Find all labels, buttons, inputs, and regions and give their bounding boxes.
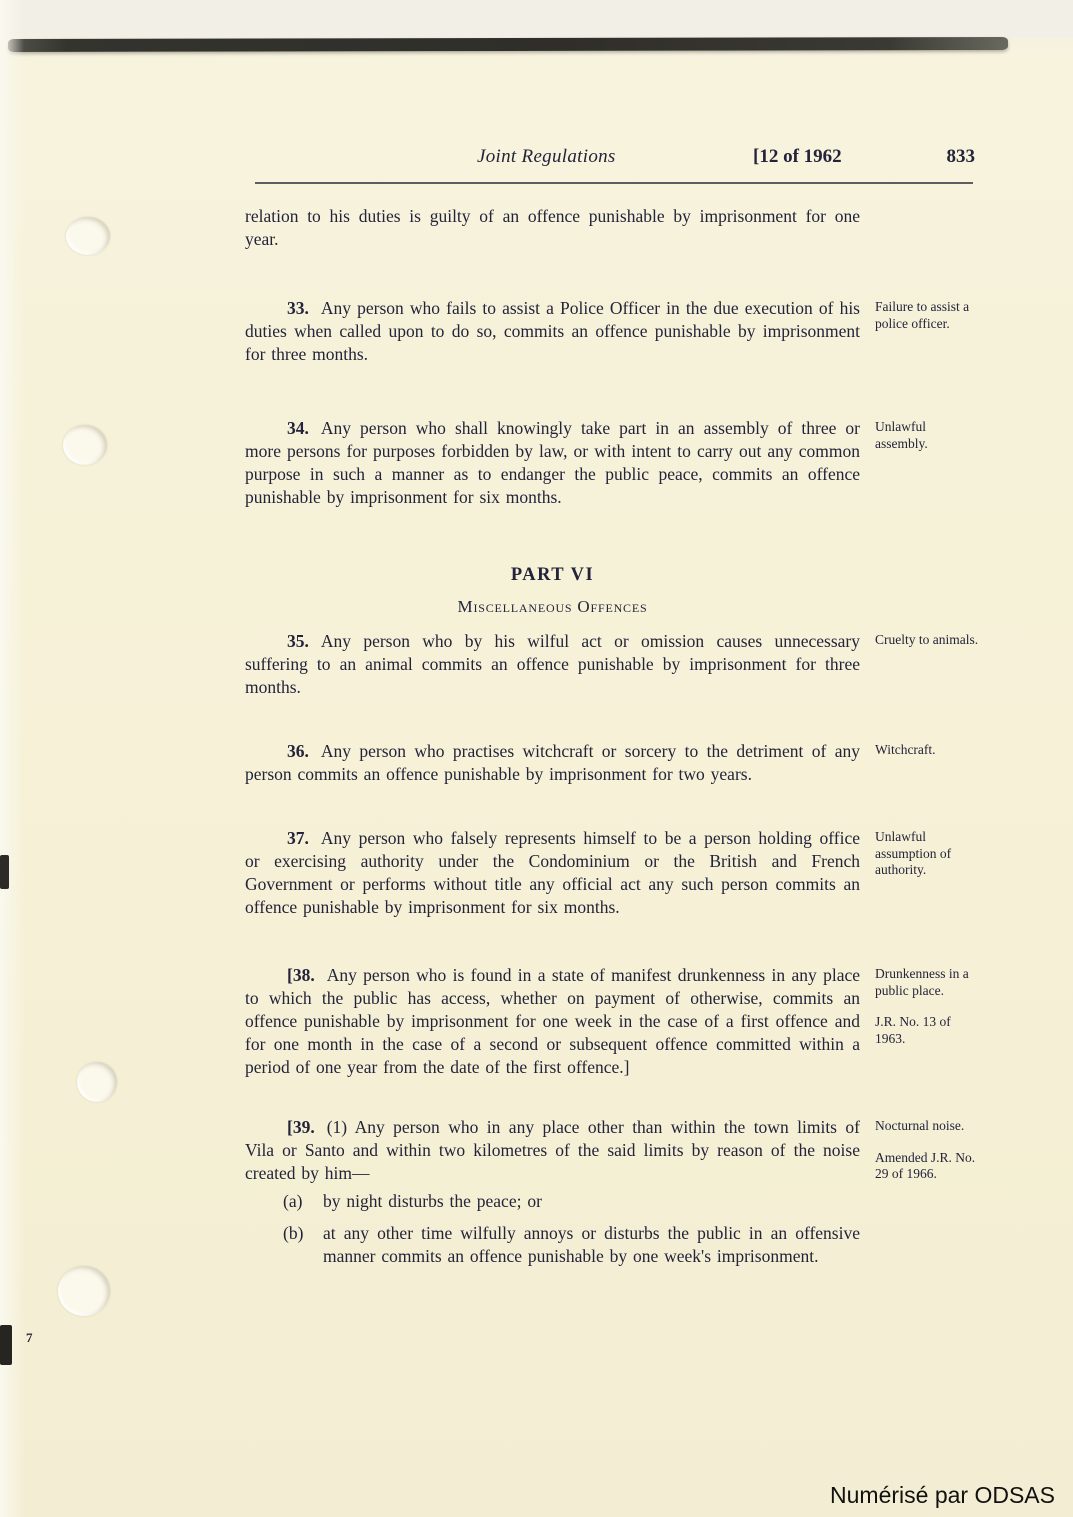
- punch-hole: [63, 425, 107, 465]
- section-body: Any person who by his wilful act or omission causes unnecessary suffering to an animal commits an offence punishable by imprisonment for three months.: [245, 631, 860, 697]
- section-body: Any person who practises witchcraft or sorcery to the detriment of any person commits an offence punishable by imprisonment for two years.: [245, 741, 860, 784]
- section-text: [245, 964, 860, 1079]
- margin-note: [875, 299, 979, 332]
- section-38: [245, 964, 989, 1079]
- list-item-label: (a): [283, 1191, 303, 1211]
- punch-hole: [77, 1062, 117, 1102]
- section-body: Any person who falsely represents himself to be a person holding office or exercising authority under the Condominium or the British and French Government or performs without title any official act any such person commits an offence punishable by imprisonment for six months.: [245, 828, 860, 917]
- section-number: [39.: [287, 1117, 315, 1137]
- section-number: 36.: [287, 741, 309, 761]
- page-content: [245, 205, 989, 1277]
- margin-note-text: Drunkenness in a public place.: [875, 966, 969, 998]
- scan-dark-band: [8, 37, 1008, 52]
- edge-page-mark: 7: [26, 1330, 33, 1345]
- section-text: [245, 827, 860, 919]
- punch-hole: [66, 217, 110, 255]
- scan-left-edge: [0, 0, 24, 1517]
- header-rule: [255, 182, 973, 184]
- section-text: [245, 297, 860, 366]
- section-text: [245, 630, 860, 699]
- scan-top-edge: [0, 0, 1073, 38]
- margin-note: [875, 966, 979, 1047]
- margin-note: [875, 419, 979, 452]
- section-body: Any person who is found in a state of manifest drunkenness in any place to which the public has access, whether on payment of otherwise, commits an offence punishable by imprisonment for one week in the case of a first offence and for one month in the case of a second or subsequent offence committed within a period of one year from the date of the first offence.]: [245, 965, 860, 1077]
- list-item-text: by night disturbs the peace; or: [323, 1191, 542, 1211]
- list-item-a: [245, 1190, 860, 1213]
- section-text: [245, 740, 860, 786]
- margin-note-citation: J.R. No. 13 of 1963.: [875, 1014, 951, 1046]
- margin-note: [875, 829, 979, 879]
- punch-hole: [58, 1266, 110, 1316]
- margin-note: [875, 632, 979, 649]
- part-heading: PART VI: [510, 565, 595, 585]
- margin-note-text: Unlawful assembly.: [875, 419, 928, 451]
- continuation-paragraph: relation to his duties is guilty of an offence punishable by imprisonment for one year.: [245, 206, 860, 249]
- section-35: [245, 630, 989, 699]
- section-body: (1) Any person who in any place other than within the town limits of Vila or Santo and within two kilometres of the said limits by reason of the noise created by him—: [245, 1117, 860, 1183]
- page-number: 833: [946, 146, 975, 167]
- section-33: [245, 297, 989, 366]
- section-37: [245, 827, 989, 919]
- margin-note-text: Witchcraft.: [875, 742, 936, 757]
- section-36: [245, 740, 989, 786]
- margin-note-citation: Amended J.R. No. 29 of 1966.: [875, 1149, 976, 1181]
- section-number: 37.: [287, 828, 309, 848]
- section-number: 34.: [287, 418, 309, 438]
- part-subheading: Miscellaneous Offences: [457, 597, 648, 616]
- margin-note-text: Failure to assist a police officer.: [875, 299, 970, 331]
- margin-note-text: Unlawful assumption of authority.: [875, 829, 952, 877]
- margin-note: [875, 1118, 979, 1183]
- section-number: 33.: [287, 298, 309, 318]
- regulation-reference: [12 of 1962: [753, 146, 842, 167]
- section-text: [245, 417, 860, 509]
- margin-note-text: Cruelty to animals.: [875, 632, 979, 647]
- margin-note: [875, 742, 979, 759]
- running-title: Joint Regulations: [477, 146, 616, 167]
- margin-note-text: Nocturnal noise.: [875, 1118, 965, 1133]
- section-34: [245, 417, 989, 509]
- digitization-watermark: Numérisé par ODSAS: [830, 1482, 1055, 1508]
- section-body: Any person who fails to assist a Police Officer in the due execution of his duties when called upon to do so, commits an offence punishable by imprisonment for three months.: [245, 298, 860, 364]
- subsection-list: [245, 1190, 989, 1268]
- page-header: [245, 146, 975, 172]
- list-item-label: (b): [283, 1223, 304, 1243]
- list-item-text: at any other time wilfully annoys or disturbs the public in an offensive manner commits an offence punishable by one week's imprisonment.: [323, 1223, 860, 1266]
- scan-edge-mark: [0, 855, 9, 889]
- scan-edge-mark: [0, 1325, 12, 1365]
- section-39: [245, 1116, 989, 1268]
- section-body: Any person who shall knowingly take part in an assembly of three or more persons for purposes forbidden by law, or with intent to carry out any common purpose in such a manner as to endanger the public peace, commits an offence punishable by imprisonment for six months.: [245, 418, 860, 507]
- list-item-b: [245, 1222, 860, 1268]
- section-text: [245, 1116, 860, 1185]
- section-number: 35.: [287, 631, 309, 651]
- section-number: [38.: [287, 965, 315, 985]
